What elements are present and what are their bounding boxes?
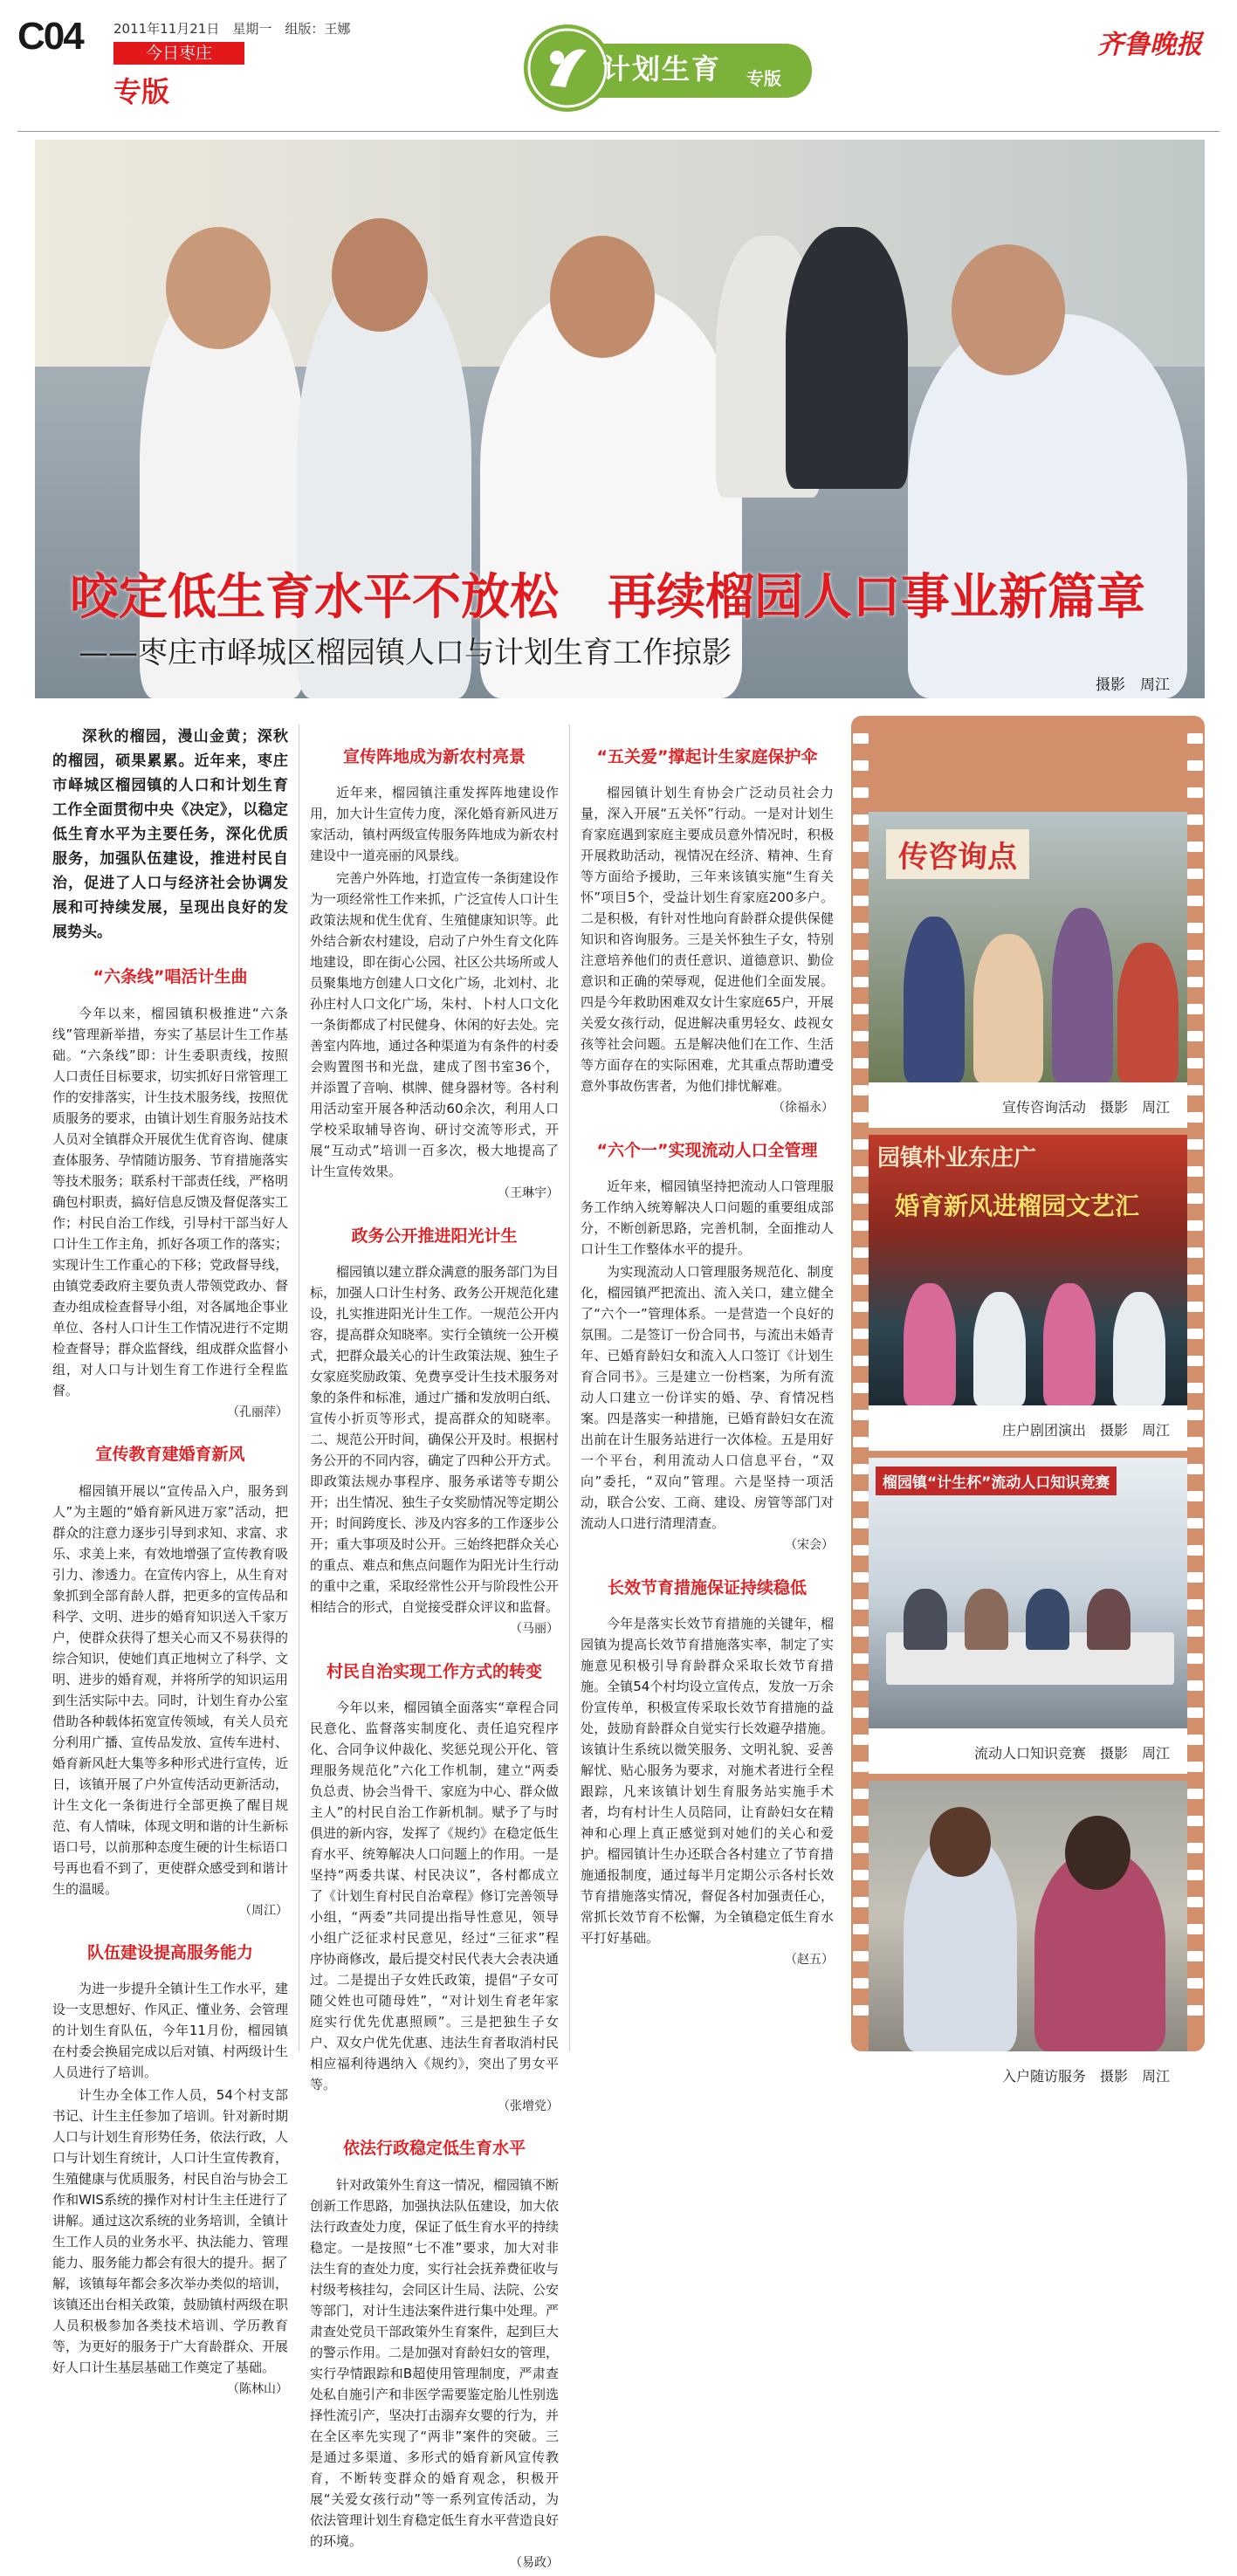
date-line: 2011年11月21日 星期一 组版：王娜 bbox=[113, 21, 351, 37]
lead-paragraph: 深秋的榴园，漫山金黄；深秋的榴园，硕果累累。近年来，枣庄市峄城区榴园镇的人口和计划生育工作全面贯彻中央《决定》，以稳定低生育水平为主要任务，深化优质服务，加强队伍建设，推进村民自治，促进了人口与经济社会协调发展和可持续发展，呈现出良好的发展势头。 bbox=[52, 728, 288, 942]
hero-face bbox=[550, 236, 655, 358]
film-perforation bbox=[1187, 760, 1203, 771]
film-perforation bbox=[853, 896, 869, 906]
film-perforation bbox=[1187, 1112, 1203, 1123]
photo-person bbox=[973, 934, 1043, 1082]
film-perforation bbox=[853, 1220, 869, 1231]
film-perforation bbox=[853, 1166, 869, 1177]
byline: （陈林山） bbox=[227, 2382, 288, 2397]
subheadline: ——枣庄市峄城区榴园镇人口与计划生育工作掠影 bbox=[79, 635, 732, 670]
headline: 咬定低生育水平不放松 再续榴园人口事业新篇章 bbox=[70, 569, 1145, 626]
column-title: 计划生育 bbox=[602, 52, 722, 86]
film-perforation bbox=[853, 1762, 869, 1772]
byline: （徐福永） bbox=[773, 1101, 834, 1116]
film-perforation bbox=[1187, 1897, 1203, 1907]
film-perforation bbox=[1187, 1680, 1203, 1691]
film-perforation bbox=[853, 1707, 869, 1718]
film-perforation bbox=[1187, 733, 1203, 744]
film-perforation bbox=[1187, 1302, 1203, 1312]
photo-quiz bbox=[869, 1458, 1187, 1728]
film-perforation bbox=[1187, 1356, 1203, 1366]
photo-person bbox=[1052, 908, 1113, 1082]
film-perforation bbox=[853, 841, 869, 852]
film-perforation bbox=[1187, 841, 1203, 852]
photo-banner-text: 榴园镇“计生杯”流动人口知识竞赛 bbox=[876, 1467, 1117, 1495]
hero-face bbox=[166, 227, 271, 349]
film-perforation bbox=[1187, 1220, 1203, 1231]
film-perforation bbox=[853, 1247, 869, 1258]
byline: （马丽） bbox=[510, 1622, 559, 1637]
film-perforation bbox=[1187, 1707, 1203, 1718]
section-heading: 政务公开推进阳光计生 bbox=[351, 1226, 518, 1246]
film-perforation bbox=[1187, 1518, 1203, 1528]
paragraph: 为进一步提升全镇计生工作水平，建设一支思想好、作风正、懂业务、会管理的计划生育队伍，今年11月份，榴园镇在村委会换届完成以后对镇、村两级计生人员进行了培训。 bbox=[52, 1981, 289, 2081]
film-perforation bbox=[853, 1058, 869, 1068]
film-perforation bbox=[1187, 1464, 1203, 1474]
film-perforation bbox=[853, 1112, 869, 1123]
photo-person bbox=[1117, 943, 1179, 1082]
film-perforation bbox=[853, 1356, 869, 1366]
film-perforation bbox=[1187, 1193, 1203, 1204]
photo-credit: 摄影 周江 bbox=[1096, 677, 1170, 694]
film-perforation bbox=[853, 869, 869, 879]
hero-face bbox=[952, 244, 1065, 375]
hero-photo bbox=[35, 140, 1205, 698]
film-perforation bbox=[853, 1572, 869, 1583]
paragraph: 完善户外阵地，打造宣传一条街建设作为一项经常性工作来抓，广泛宣传人口计生政策法规和优生优育、生殖健康知识等。此外结合新农村建设，启动了户外生育文化阵地建设，即在街心公园、社区公共场所或人员聚集地方创建人口文化广场，北刘村、北孙庄村人口文化广场，朱村、卜村人口文化一条街都成了村民健身、休闲的好去处。完善室内阵地，通过各种渠道为有条件的村委会购置图书和光盘，建成了图书室36个，并添置了音响、棋牌、健身器材等。各村利用活动室开展各种活动60余次，利用人口学校采取辅导咨询、研讨交流等形式，开展“互动式”培训一百多次，极大地提高了计生宣传效果。 bbox=[310, 870, 560, 1180]
film-perforation bbox=[853, 1383, 869, 1393]
hero-figure bbox=[786, 227, 908, 489]
page-number: C04 bbox=[17, 15, 83, 58]
film-perforation bbox=[1187, 923, 1203, 933]
paragraph: 针对政策外生育这一情况，榴园镇不断创新工作思路，加强执法队伍建设，加大依法行政查处力度，保证了低生育水平的持续稳定。一是按照“七不准”要求，加大对非法生育的查处力度，实行社会抚养费征收与村级考核挂勾，会同区计生局、法院、公安等部门，对计生违法案件进行集中处理。严肃查处党员干部政策外生育案件，起到巨大的警示作用。二是加强对育龄妇女的管理，实行孕情跟踪和B超使用管理制度，严肃查处私自施引产和非医学需要鉴定胎儿性别选择性流引产，坚决打击溺弃女婴的行为，并在全区率先实现了“两非”案件的突破。三是通过多渠道、多形式的婚育新风宣传教育，不断转变群众的婚育观念，积极开展“关爱女孩行动”等一系列宣传活动，为依法管理计划生育稳定低生育水平营造良好的环境。 bbox=[310, 2176, 560, 2549]
film-perforation bbox=[1187, 814, 1203, 825]
film-perforation bbox=[1187, 1735, 1203, 1745]
film-perforation bbox=[853, 1464, 869, 1474]
section-heading: “六条线”唱活计生曲 bbox=[93, 967, 248, 987]
section-heading: 依法行政稳定低生育水平 bbox=[342, 2139, 526, 2159]
photo-person bbox=[1087, 1589, 1130, 1650]
photo-consultation bbox=[869, 812, 1187, 1082]
film-perforation bbox=[1187, 1572, 1203, 1583]
film-perforation bbox=[853, 1599, 869, 1610]
film-perforation bbox=[1187, 1626, 1203, 1637]
photo-home-visit bbox=[869, 1781, 1187, 2051]
byline: （张增党） bbox=[498, 2099, 559, 2113]
film-perforation bbox=[853, 1680, 869, 1691]
film-perforation bbox=[1187, 1058, 1203, 1068]
film-perforation bbox=[853, 1437, 869, 1447]
photo-person bbox=[904, 1589, 947, 1650]
film-perforation bbox=[853, 1193, 869, 1204]
photo-banner-text: 传咨询点 bbox=[886, 829, 1029, 879]
film-perforation bbox=[1187, 1437, 1203, 1447]
film-perforation bbox=[853, 2005, 869, 2016]
photo-banner-text: 园镇朴业东庄广 bbox=[877, 1145, 1037, 1171]
film-perforation bbox=[1187, 1383, 1203, 1393]
byline: （宋会） bbox=[785, 1538, 834, 1553]
film-perforation bbox=[1187, 1410, 1203, 1420]
film-perforation bbox=[853, 977, 869, 987]
photo-banner-text: 婚育新风进榴园文艺汇 bbox=[895, 1192, 1140, 1220]
paragraph: 榴园镇以建立群众满意的服务部门为目标，加强人口计生村务、政务公开规范化建设，扎实推进阳光计生工作。一规范公开内容，提高群众知晓率。实行全镇统一公开模式，把群众最关心的计生政策法规、独生子女家庭奖励政策、免费享受计生技术服务对象的条件和标准，通过广播和发放明白纸、宣传小折页等形式，提高群众的知晓率。二、规范公开时间，确保公开及时。根据村务公开的不同内容，确定了四种公开方式。即政策法规办事程序、服务承诺等专期公开；出生情况、独生子女奖励情况等定期公开；时间跨度长、涉及内容多的工作逐步公开；重大事项及时公开。三始终把群众关心的重点、难点和焦点问题作为阳光计生行动的重中之重，采取经常性公开与阶段性公开相结合的形式，自觉接受群众评议和监督。 bbox=[310, 1264, 560, 1616]
paragraph: 今年以来，榴园镇积极推进“六条线”管理新举措，夯实了基层计生工作基础。“六条线”即：计生委职责线，按照人口责任目标要求，切实抓好日常管理工作的安排落实，计生技术服务线，按照优质服务的要求，由镇计划生育服务站技术人员对全镇群众开展优生优育咨询、健康查体服务、孕情随访服务、节育措施落实等技术服务；联系村干部责任线，严格明确包村职责，搞好信息反馈及督促落实工作；村民自治工作线，引导村干部当好人口计生工作主角，抓好各项工作的落实；实现计生工作重心的下移；党政督导线，由镇党委政府主要负责人带领党政办、督查办组成检查督导小组，对各属地企事业单位、各村人口计生工作情况进行不定期检查督导；群众监督线，组成群众监督小组，对人口与计划生育工作进行全程监督。 bbox=[52, 1005, 289, 1398]
byline: （赵五） bbox=[785, 1952, 834, 1967]
paragraph: 为实现流动人口管理服务规范化、制度化，榴园镇严把流出、流入关口，建立健全了“六个一”管理体系。一是营造一个良好的氛围。二是签订一份合同书，与流出未婚青年、已婚育龄妇女和流入人口签订《计划生育合同书》。三是建立一份档案，为所有流动人口建立一份详实的婚、孕、育情况档案。四是落实一种措施，已婚育龄妇女在流出前在计生服务站进行一次体检。五是用好一个平台，利用流动人口信息平台，“双向”委托，“双向”管理。六是坚持一项活动，联合公安、工商、建设、房管等部门对流动人口进行清理清查。 bbox=[581, 1264, 834, 1532]
column-subtitle: 专版 bbox=[746, 68, 781, 89]
text-column-1 bbox=[52, 725, 288, 2403]
paragraph: 计生办全体工作人员，54个村支部书记、计生主任参加了培训。针对新时期人口与计划生育形势任务，依法行政，人口与计划生育统计，人口计生宣传教育，生殖健康与优质服务，村民自治与协会工作和WIS系统的操作对村计生主任进行了讲解。通过这次系统的业务培训，全镇计生工作人员的业务水平、执法能力、管理能力、服务能力都会有很大的提升。据了解，该镇每年都会多次举办类似的培训，该镇还出台相关政策，鼓励镇村两级在职人员积极参加各类技术培训、学历教育等，为更好的服务于广大育龄群众、开展好人口计生基层基础工作奠定了基础。 bbox=[52, 2087, 289, 2376]
film-perforation bbox=[1187, 1978, 1203, 1989]
section-heading: 村民自治实现工作方式的转变 bbox=[326, 1661, 542, 1681]
photo-caption: 入户随访服务 摄影 周江 bbox=[869, 2051, 1187, 2097]
section-heading: 宣传阵地成为新农村亮景 bbox=[342, 747, 526, 766]
film-perforation bbox=[853, 1843, 869, 1853]
film-perforation bbox=[1187, 787, 1203, 798]
film-perforation bbox=[853, 1870, 869, 1880]
film-perforation bbox=[853, 923, 869, 933]
film-perforation bbox=[853, 1653, 869, 1664]
film-perforation bbox=[853, 1518, 869, 1528]
film-perforation bbox=[853, 1274, 869, 1285]
photo-frame bbox=[869, 812, 1187, 1128]
film-perforation bbox=[853, 1302, 869, 1312]
photo-frame bbox=[869, 1458, 1187, 1774]
film-perforation bbox=[1187, 1599, 1203, 1610]
photo-frame bbox=[869, 1781, 1187, 2097]
photo-person bbox=[965, 1589, 1008, 1650]
film-perforation bbox=[1187, 1085, 1203, 1096]
newspaper-name: 齐鲁晚报 bbox=[1097, 30, 1202, 60]
film-perforation bbox=[853, 1085, 869, 1096]
film-perforation bbox=[853, 1924, 869, 1934]
film-perforation bbox=[1187, 977, 1203, 987]
section-heading: 队伍建设提高服务能力 bbox=[86, 1942, 253, 1962]
section-tag: 今日枣庄 bbox=[113, 42, 244, 65]
photo-face bbox=[930, 1807, 991, 1877]
film-perforation bbox=[1187, 869, 1203, 879]
film-perforation bbox=[1187, 1004, 1203, 1014]
film-perforation bbox=[1187, 1139, 1203, 1150]
film-perforation bbox=[853, 1816, 869, 1826]
photo-performer bbox=[904, 1283, 956, 1405]
film-perforation bbox=[1187, 1329, 1203, 1339]
photo-performer bbox=[1113, 1292, 1165, 1405]
film-perforation bbox=[853, 1897, 869, 1907]
column-divider bbox=[569, 725, 570, 2051]
text-column-2 bbox=[310, 725, 559, 2576]
film-perforation bbox=[853, 787, 869, 798]
section-heading: “六个一”实现流动人口全管理 bbox=[596, 1140, 818, 1160]
film-perforation bbox=[1187, 1762, 1203, 1772]
film-perforation bbox=[853, 1329, 869, 1339]
photo-caption: 宣传咨询活动 摄影 周江 bbox=[869, 1082, 1187, 1128]
film-perforation bbox=[853, 760, 869, 771]
film-perforation bbox=[1187, 950, 1203, 960]
paragraph: 榴园镇开展以“宣传品入户，服务到人”为主题的“婚育新风进万家”活动，把群众的注意力逐步引导到求知、求富、求乐、求美上来，有效地增强了宣传教育吸引力、渗透力。在宣传内容上，从生育对象抓到全部育龄人群，把更多的宣传品和科学、文明、进步的婚育知识送入千家万户，使群众获得了想关心而又不易获得的综合知识，使她们真正地树立了科学、文明、进步的婚育观，并将所学的知识运用到生活实际中去。同时，计划生育办公室借助各种载体拓宽宣传领域，有关人员充分利用广播、宣传品发放、宣传车进村、婚育新风赶大集等多种形式进行宣传，近日，该镇开展了户外宣传活动更新活动，计生文化一条街进行全部更换了醒目规范、有人情味，体现文明和谐的计生新标语口号，以前那种态度生硬的计生标语口号再也看不到了，更使群众感受到和谐计生的温暖。 bbox=[52, 1482, 289, 1897]
family-planning-logo-icon bbox=[524, 24, 611, 112]
photo-person bbox=[1026, 1589, 1069, 1650]
film-perforation bbox=[1187, 2005, 1203, 2016]
paragraph: 近年来，榴园镇坚持把流动人口管理服务工作纳入统筹解决人口问题的重要组成部分，不断创新思路，完善机制，全面推动人口计生工作整体水平的提升。 bbox=[581, 1178, 834, 1258]
film-perforation bbox=[853, 1031, 869, 1041]
masthead bbox=[0, 0, 1237, 131]
film-perforation bbox=[853, 1978, 869, 1989]
photo-film-strip bbox=[851, 716, 1205, 2085]
film-perforation bbox=[853, 1545, 869, 1556]
film-perforation bbox=[1187, 1031, 1203, 1041]
film-perforation bbox=[1187, 1545, 1203, 1556]
film-perforation bbox=[853, 1951, 869, 1961]
paragraph: 近年来，榴园镇注重发挥阵地建设作用，加大计生宣传力度，深化婚育新风进万家活动，镇村两级宣传服务阵地成为新农村建设中一道亮丽的风景线。 bbox=[310, 785, 560, 864]
photo-frame bbox=[869, 1135, 1187, 1451]
hero-face bbox=[332, 218, 428, 332]
film-perforation bbox=[1187, 1274, 1203, 1285]
photo-face bbox=[1065, 1816, 1130, 1890]
masthead-divider bbox=[17, 131, 1220, 132]
film-perforation bbox=[1187, 1247, 1203, 1258]
paragraph: 今年是落实长效节育措施的关键年，榴园镇为提高长效节育措施落实率，制定了实施意见积极引导育龄群众采取长效节育措施。全镇54个村均设立宣传点，发放一万余份宣传单，积极宣传采取长效节育措施的益处，鼓励育龄群众自觉实行长效避孕措施。该镇计生系统以微笑服务、文明礼貌、妥善解忧、贴心服务为要求，对施术者进行全程跟踪，凡来该镇计划生育服务站实施手术者，均有村计生人员陪同，让育龄妇女在精神和心理上真正感觉到对她们的关心和爱护。榴园镇计生办还联合各村建立了节育措施通报制度，通过每半月定期公示各村长效节育措施落实情况，督促各村加强责任心，常抓长效节育不松懈，为全镇稳定低生育水平打好基础。 bbox=[581, 1615, 834, 1946]
byline: （王琳宇） bbox=[498, 1186, 559, 1201]
byline: （孔丽萍） bbox=[227, 1405, 288, 1419]
photo-performer bbox=[973, 1292, 1026, 1405]
film-perforation bbox=[1187, 1870, 1203, 1880]
film-perforation bbox=[853, 1626, 869, 1637]
film-perforation bbox=[853, 1735, 869, 1745]
film-perforation bbox=[853, 1789, 869, 1799]
byline: （周江） bbox=[239, 1903, 288, 1918]
film-perforation bbox=[853, 814, 869, 825]
film-perforation bbox=[1187, 1789, 1203, 1799]
film-perforation bbox=[1187, 1816, 1203, 1826]
film-perforation bbox=[853, 733, 869, 744]
film-perforation bbox=[1187, 1491, 1203, 1501]
film-perforation bbox=[1187, 896, 1203, 906]
film-perforation bbox=[1187, 1924, 1203, 1934]
film-perforation bbox=[1187, 1166, 1203, 1177]
paragraph: 今年以来，榴园镇全面落实“章程合同民意化、监督落实制度化、责任追究程序化、合同争议仲裁化、奖惩兑现公开化、管理服务规范化”六化工作机制，建立“两委负总责、协会当骨干、家庭为中心、群众做主人”的村民自治工作新机制。赋予了与时俱进的新内容，发挥了《规约》在稳定低生育水平、统筹解决人口问题上的作用。一是坚持“两委共谋、村民决议”，各村都成立了《计划生育村民自治章程》修订完善领导小组，“两委”共同提出指导性意见，领导小组广泛征求村民意见，经过“三征求”程序协商修改，最后提交村民代表大会表决通过。二是提出子女姓氏政策，提倡“子女可随父姓也可随母姓”，“对计划生育老年家庭实行优先优惠照顾”。三是把独生子女户、双女户优先优惠、违法生育者取消村民相应福利待遇纳入《规约》，突出了男女平等。 bbox=[310, 1699, 560, 2092]
film-perforation bbox=[853, 1004, 869, 1014]
film-perforation bbox=[1187, 1843, 1203, 1853]
section-heading: “五关爱”撑起计生家庭保护伞 bbox=[596, 747, 818, 766]
film-perforation bbox=[853, 1139, 869, 1150]
photo-person bbox=[904, 917, 965, 1082]
special-edition-label: 专版 bbox=[113, 75, 170, 108]
text-column-3 bbox=[581, 725, 834, 1973]
section-heading: 宣传教育建婚育新风 bbox=[95, 1445, 245, 1465]
photo-performer bbox=[1043, 1283, 1096, 1405]
film-perforation bbox=[1187, 1951, 1203, 1961]
film-perforation bbox=[853, 950, 869, 960]
hero-figure bbox=[908, 314, 1187, 698]
film-perforation bbox=[1187, 1653, 1203, 1664]
photo-caption: 流动人口知识竞赛 摄影 周江 bbox=[869, 1728, 1187, 1774]
byline: （易政） bbox=[510, 2555, 559, 2570]
photo-performance bbox=[869, 1135, 1187, 1405]
film-perforation bbox=[853, 1491, 869, 1501]
section-heading: 长效节育措施保证持续稳低 bbox=[607, 1577, 807, 1597]
paragraph: 榴园镇计划生育协会广泛动员社会力量，深入开展“五关怀”行动。一是对计划生育家庭遇到家庭主要成员意外情况时，积极开展救助活动，视情况在经济、精神、生育等方面给予援助，三年来该镇实施“生育关怀”项目5个，受益计划生育家庭200多户。二是积极，有针对性地向育龄群众提供保健知识和咨询服务。三是关怀独生子女，特别注意培养他们的责任意识、道德意识、勤俭意识和正确的荣辱观，促进他们全面发展。四是今年救助困难双女计生家庭65户，开展关爱女孩行动，促进解决重男轻女、歧视女孩等社会问题。五是解决他们在工作、生活等方面存在的实际困难，尤其重点帮助遭受意外事故伤害者，为他们排忧解难。 bbox=[581, 785, 834, 1095]
film-perforation bbox=[853, 1410, 869, 1420]
photo-caption: 庄户剧团演出 摄影 周江 bbox=[869, 1405, 1187, 1451]
